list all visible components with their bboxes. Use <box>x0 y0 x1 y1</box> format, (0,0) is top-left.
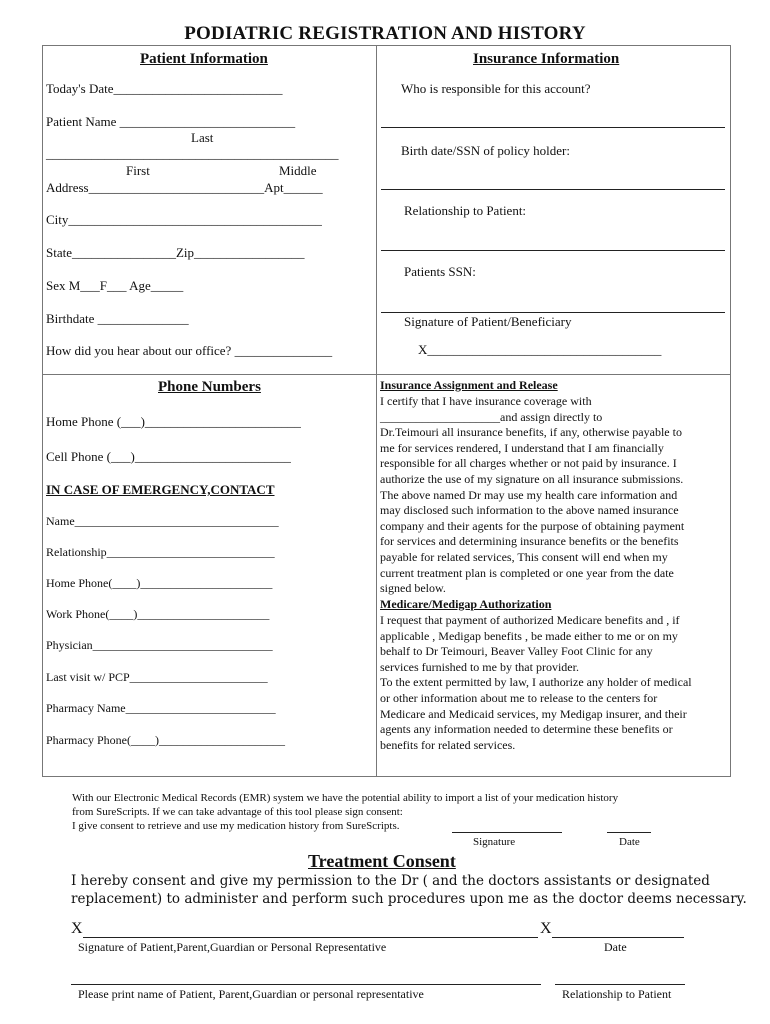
signature-representative-label: Signature of Patient,Parent,Guardian or Personal Representative <box>78 940 387 954</box>
relationship-to-patient-line[interactable] <box>555 984 685 985</box>
emergency-contact-header: IN CASE OF EMERGENCY,CONTACT <box>46 482 275 497</box>
signature-beneficiary-field[interactable]: X____________________________________ <box>418 342 662 357</box>
last-visit-pcp-field[interactable]: Last visit w/ PCP_______________________ <box>46 670 268 684</box>
assignment-header: Insurance Assignment and Release <box>380 378 558 392</box>
emr-line-1: With our Electronic Medical Records (EMR) system we have the potential ability to import a list of your medication history <box>72 792 619 804</box>
relationship-label: Relationship to Patient: <box>404 203 527 218</box>
todays-date-field[interactable]: Today's Date__________________________ <box>46 81 283 96</box>
responsible-line[interactable] <box>381 127 725 128</box>
insurance-info-header: Insurance Information <box>473 51 620 67</box>
emergency-name-field[interactable]: Name__________________________________ <box>46 514 279 528</box>
page-title: PODIATRIC REGISTRATION AND HISTORY <box>184 23 586 44</box>
sex-age-field[interactable]: Sex M___F___ Age_____ <box>46 278 184 293</box>
column-divider <box>376 45 377 776</box>
emr-date-line[interactable] <box>607 832 651 833</box>
birth-ssn-label: Birth date/SSN of policy holder: <box>401 143 570 158</box>
middle-name-label: Middle <box>279 163 317 178</box>
relationship-to-patient-label: Relationship to Patient <box>562 987 672 1001</box>
relationship-line[interactable] <box>381 250 725 251</box>
emergency-work-phone-field[interactable]: Work Phone(____)______________________ <box>46 607 270 621</box>
last-name-label: Last <box>191 130 214 145</box>
responsible-label: Who is responsible for this account? <box>401 81 591 96</box>
physician-field[interactable]: Physician______________________________ <box>46 638 273 652</box>
treatment-consent-text-2: replacement) to administer and perform such procedures upon me as the doctor deems necessary. <box>71 891 747 907</box>
emr-signature-line[interactable] <box>452 832 562 833</box>
pharmacy-name-field[interactable]: Pharmacy Name_________________________ <box>46 701 276 715</box>
consent-date-label: Date <box>604 940 627 954</box>
birthdate-field[interactable]: Birthdate ______________ <box>46 311 189 326</box>
birth-ssn-line[interactable] <box>381 189 725 190</box>
date-x-marker: X <box>540 920 552 937</box>
emr-line-3: I give consent to retrieve and use my medication history from SureScripts. <box>72 820 400 832</box>
emergency-relationship-field[interactable]: Relationship____________________________ <box>46 545 275 559</box>
medicare-body: I request that payment of authorized Medicare benefits and , if applicable , Medigap benefits , be made either to me or on my behalf to Dr Teimouri, Beaver Valley Foot Clinic for any services furnished to me by that provider. To the extent permitted by law, I authorize any holder of medical or other information about me to release to the centers for Medicare and Medicaid services, my Medigap insurer, and their agents any information needed to determine these benefits or benefits for related services. <box>380 613 692 752</box>
medicare-header: Medicare/Medigap Authorization <box>380 597 552 611</box>
section-divider <box>42 374 730 375</box>
emr-date-label: Date <box>619 836 640 848</box>
phone-numbers-header: Phone Numbers <box>158 379 261 395</box>
hear-about-field[interactable]: How did you hear about our office? _______________ <box>46 343 333 358</box>
home-phone-field[interactable]: Home Phone (___)________________________ <box>46 414 301 429</box>
patients-ssn-line[interactable] <box>381 312 725 313</box>
state-zip-field[interactable]: State________________Zip_________________ <box>46 245 305 260</box>
signature-beneficiary-label: Signature of Patient/Beneficiary <box>404 314 572 329</box>
patients-ssn-label: Patients SSN: <box>404 264 476 279</box>
patient-info-header: Patient Information <box>140 51 268 67</box>
city-field[interactable]: City_______________________________________ <box>46 212 322 227</box>
patient-signature-line[interactable] <box>83 937 538 938</box>
print-name-label: Please print name of Patient, Parent,Guardian or personal representative <box>78 987 424 1001</box>
first-name-label: First <box>126 163 150 178</box>
assignment-body: I certify that I have insurance coverage with ____________________and assign directly to Dr.Teimouri all insurance benefits, if any, otherwise payable to me for services rendered, I understand that I am financially responsible for all charges whether or not paid by insurance. I authorize the use of my signature on all insurance submissions. The above named Dr may use my health care information and may disclosed such information to the above named insurance company and their agents for the purpose of obtaining payment for services and determining insurance benefits or the benefits payable for related services, This consent will end when my current treatment plan is completed or one year from the date signed below. <box>380 394 685 596</box>
emr-signature-label: Signature <box>473 836 516 848</box>
emergency-home-phone-field[interactable]: Home Phone(____)______________________ <box>46 576 273 590</box>
cell-phone-field[interactable]: Cell Phone (___)________________________ <box>46 449 291 464</box>
print-name-line[interactable] <box>71 984 541 985</box>
first-middle-name-field[interactable]: _____________________________________________ <box>46 146 339 161</box>
treatment-consent-header: Treatment Consent <box>308 851 456 871</box>
address-field[interactable]: Address___________________________Apt______ <box>46 180 323 195</box>
treatment-consent-text-1: I hereby consent and give my permission to the Dr ( and the doctors assistants or designated <box>71 873 710 889</box>
pharmacy-phone-field[interactable]: Pharmacy Phone(____)_____________________ <box>46 733 285 747</box>
emr-line-2: from SureScripts. If we can take advantage of this tool please sign consent: <box>72 806 403 818</box>
patient-name-field[interactable]: Patient Name ___________________________ <box>46 114 296 129</box>
consent-date-line[interactable] <box>552 937 684 938</box>
signature-x-marker: X <box>71 920 83 937</box>
